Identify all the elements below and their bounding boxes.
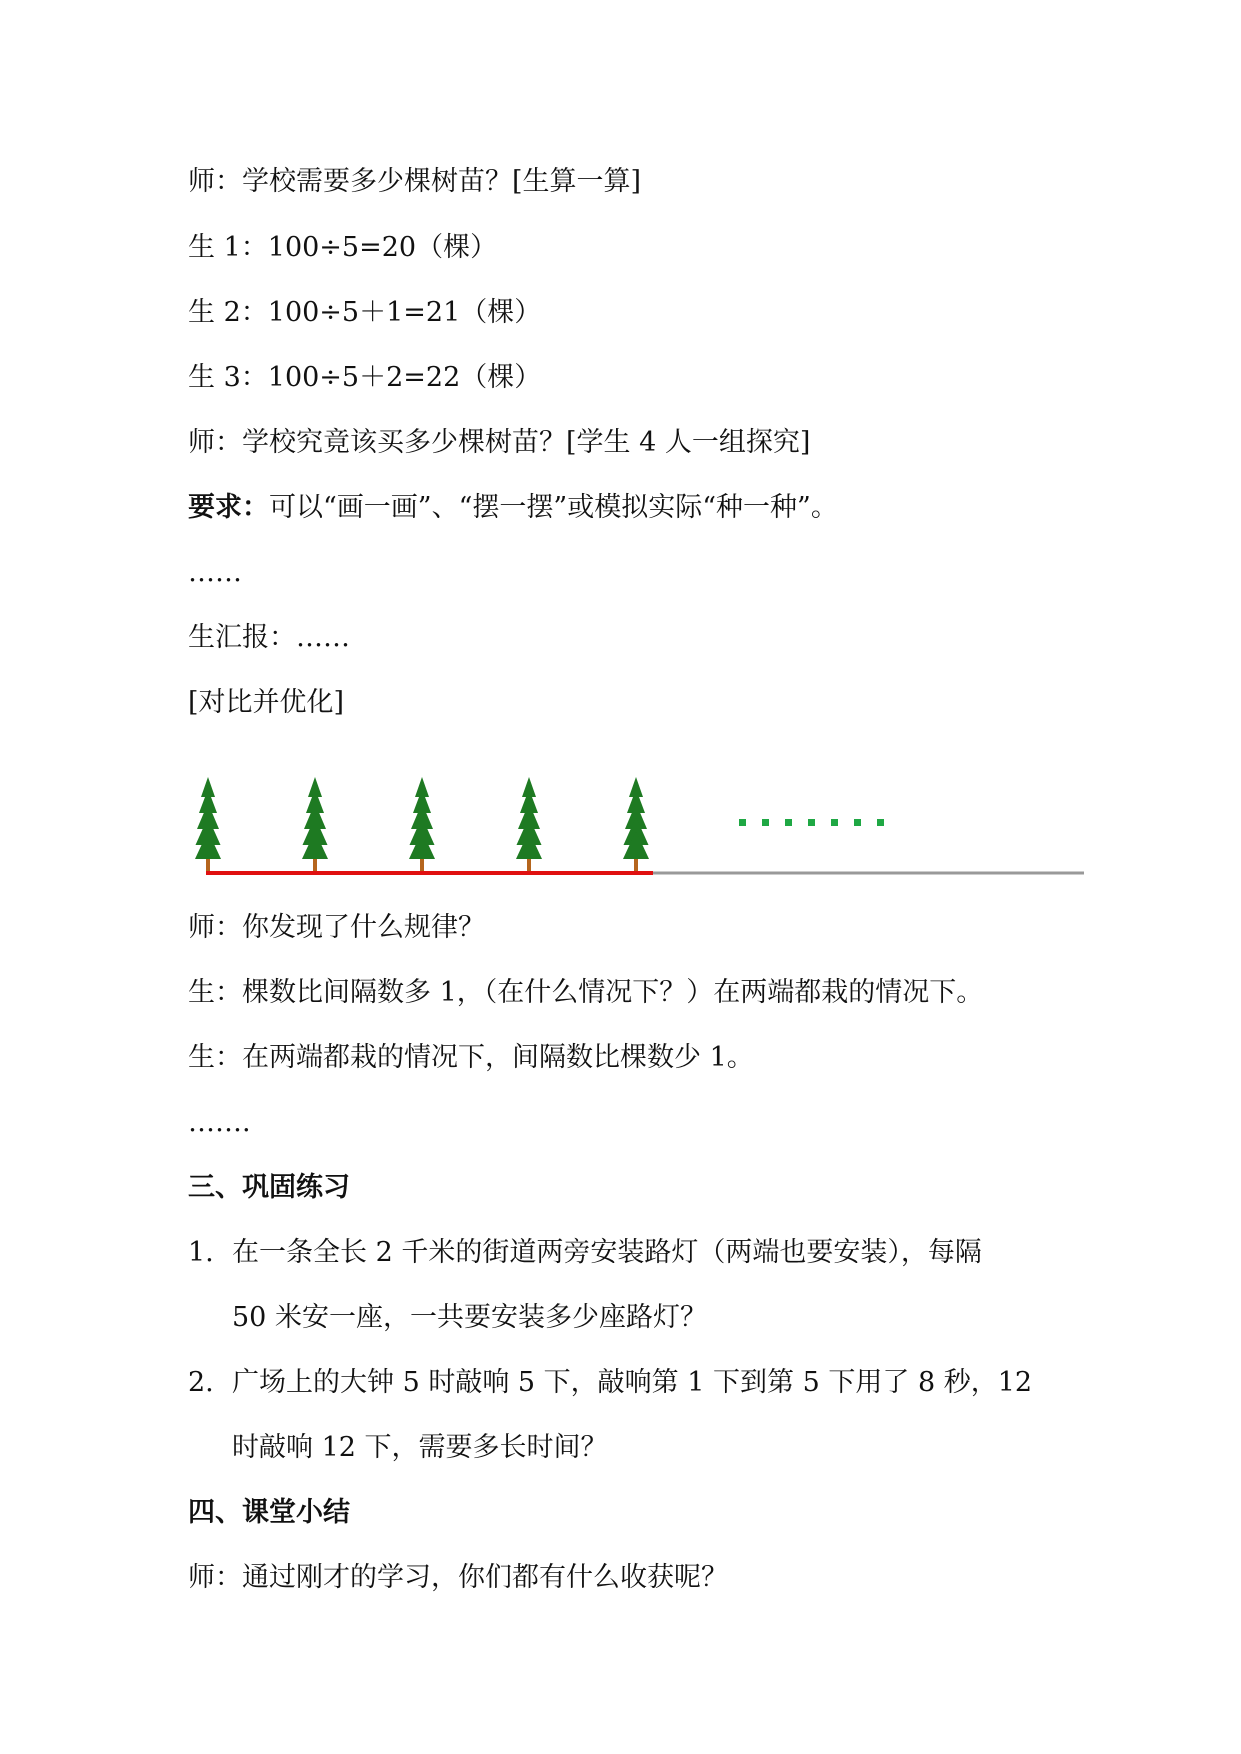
continuation-dot	[762, 819, 769, 826]
continuation-dot	[877, 819, 884, 826]
dialogue-line: 生 1：100÷5=20（棵）	[188, 232, 498, 263]
tree-icon	[623, 777, 649, 872]
section-heading: 三、巩固练习	[188, 1172, 350, 1203]
dialogue-line: 生汇报：……	[188, 622, 350, 653]
dialogue-line: 生：在两端都栽的情况下，间隔数比棵数少 1。	[188, 1042, 754, 1073]
continuation-dot	[808, 819, 815, 826]
exercise-continuation: 时敲响 12 下，需要多长时间？	[232, 1432, 608, 1463]
dialogue-line: 生 3：100÷5＋2=22（棵）	[188, 362, 542, 393]
continuation-dot	[854, 819, 861, 826]
exercise-item	[188, 1235, 982, 1271]
section-heading: 四、课堂小结	[188, 1497, 350, 1528]
tree-icon	[195, 777, 221, 872]
dialogue-line: 师：通过刚才的学习，你们都有什么收获呢？	[188, 1562, 728, 1593]
exercise-number: 2.	[188, 1367, 214, 1398]
continuation-dot	[739, 819, 746, 826]
exercise-continuation: 50 米安一座，一共要安装多少座路灯？	[232, 1302, 707, 1333]
dialogue-line: 师：你发现了什么规律？	[188, 912, 485, 943]
requirement-line	[188, 490, 838, 526]
dialogue-line: 生：棵数比间隔数多 1，（在什么情况下？）在两端都栽的情况下。	[188, 977, 984, 1008]
tree-icon	[516, 777, 542, 872]
dialogue-line: 师：学校需要多少棵树苗？[生算一算]	[188, 166, 642, 197]
ellipsis-line: ……	[188, 557, 242, 588]
dialogue-line: [对比并优化]	[188, 687, 345, 718]
dots-group	[739, 819, 884, 826]
tree-icon	[302, 777, 328, 872]
dialogue-line: 生 2：100÷5＋1=21（棵）	[188, 297, 542, 328]
continuation-dot	[785, 819, 792, 826]
exercise-item	[188, 1365, 1032, 1401]
continuation-dot	[831, 819, 838, 826]
requirement-text: 可以“画一画”、“摆一摆”或模拟实际“种一种”。	[269, 492, 838, 523]
trees-group	[195, 777, 649, 872]
tree-planting-figure	[186, 775, 1086, 880]
exercise-number: 1.	[188, 1237, 214, 1268]
ellipsis-line: …….	[188, 1107, 251, 1138]
requirement-label: 要求：	[188, 492, 269, 523]
dialogue-line: 师：学校究竟该买多少棵树苗？[学生 4 人一组探究]	[188, 427, 811, 458]
exercise-text: 在一条全长 2 千米的街道两旁安装路灯（两端也要安装），每隔	[232, 1237, 982, 1268]
tree-icon	[409, 777, 435, 872]
exercise-text: 广场上的大钟 5 时敲响 5 下，敲响第 1 下到第 5 下用了 8 秒，12	[232, 1367, 1033, 1398]
